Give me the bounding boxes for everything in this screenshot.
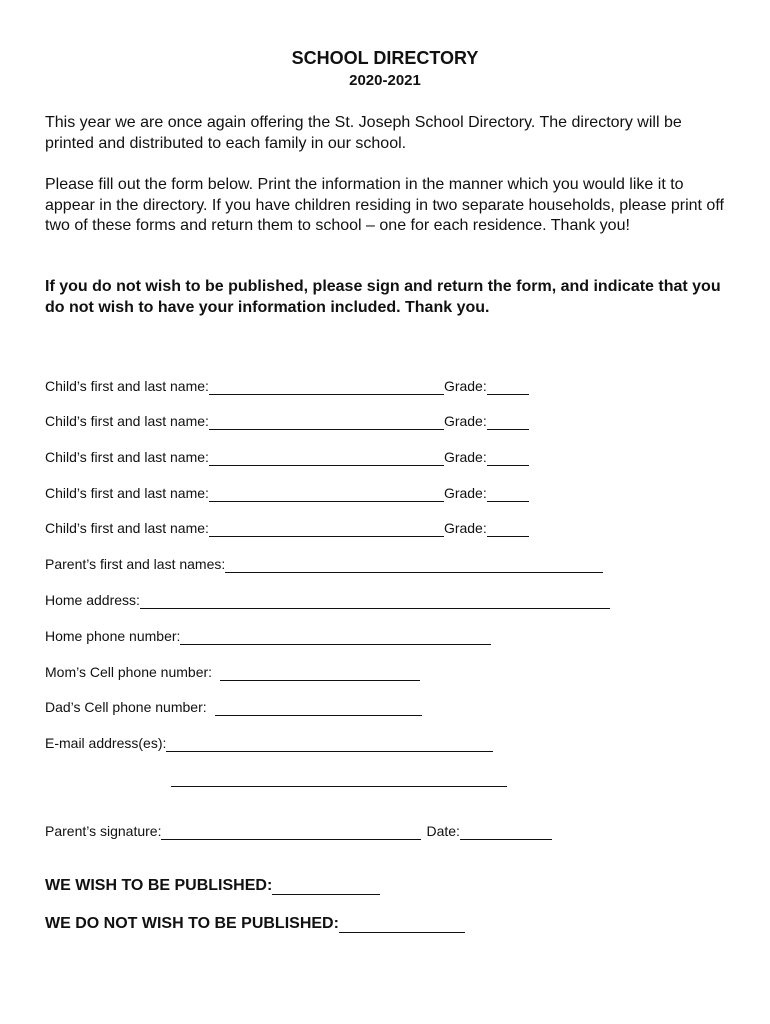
page-title: SCHOOL DIRECTORY <box>291 48 479 68</box>
home-address-label: Home address: <box>45 592 140 608</box>
child-name-field[interactable] <box>209 451 444 466</box>
child-name-field[interactable] <box>209 380 444 395</box>
grade-label: Grade: <box>443 520 487 536</box>
date-label: Date: <box>426 823 460 839</box>
child-name-label: Child’s first and last name: <box>45 378 209 394</box>
child-row-5 <box>45 519 529 537</box>
home-address-field[interactable] <box>140 594 610 609</box>
child-name-label: Child’s first and last name: <box>45 485 209 501</box>
publish-field[interactable] <box>272 878 380 895</box>
no-publish-field[interactable] <box>339 916 465 933</box>
email-row <box>45 734 493 752</box>
email-field-second-line[interactable] <box>171 772 507 787</box>
grade-label: Grade: <box>443 485 487 501</box>
grade-field[interactable] <box>487 451 529 466</box>
child-row-4 <box>45 484 529 502</box>
mom-cell-field[interactable] <box>220 666 420 681</box>
child-name-field[interactable] <box>209 522 444 537</box>
signature-label: Parent’s signature: <box>45 823 162 839</box>
no-publish-row <box>45 915 465 933</box>
child-row-3 <box>45 448 529 466</box>
parent-names-row <box>45 555 603 573</box>
grade-field[interactable] <box>487 415 529 430</box>
dad-cell-label: Dad’s Cell phone number: <box>45 699 207 715</box>
no-publish-label: WE DO NOT WISH TO BE PUBLISHED: <box>45 915 339 932</box>
parent-names-field[interactable] <box>225 558 603 573</box>
mom-cell-row <box>45 663 420 681</box>
date-field[interactable] <box>460 825 552 840</box>
grade-label: Grade: <box>443 413 487 429</box>
grade-label: Grade: <box>443 378 487 394</box>
home-phone-field[interactable] <box>180 630 491 645</box>
instructions-paragraph: Please fill out the form below. Print the information in the manner which you would like it to appear in the directory. If you have children residing in two separate households, please print off two of these forms and return them to school – one for each residence. Thank you! <box>45 176 724 234</box>
child-name-label: Child’s first and last name: <box>45 413 209 429</box>
intro-paragraph: This year we are once again offering the St. Joseph School Directory. The directory will be printed and distributed to each family in our school. <box>45 114 682 152</box>
signature-field[interactable] <box>161 825 421 840</box>
email-field[interactable] <box>166 737 493 752</box>
child-name-label: Child’s first and last name: <box>45 449 209 465</box>
publish-row <box>45 877 380 895</box>
grade-field[interactable] <box>487 380 529 395</box>
mom-cell-label: Mom’s Cell phone number: <box>45 664 213 680</box>
dad-cell-row <box>45 698 422 716</box>
email-label: E-mail address(es): <box>45 735 167 751</box>
publish-label: WE WISH TO BE PUBLISHED: <box>45 877 273 894</box>
signature-row <box>45 822 552 840</box>
child-name-label: Child’s first and last name: <box>45 520 209 536</box>
child-name-field[interactable] <box>209 487 444 502</box>
child-row-2 <box>45 412 529 430</box>
dad-cell-field[interactable] <box>215 701 422 716</box>
parent-names-label: Parent’s first and last names: <box>45 556 226 572</box>
grade-label: Grade: <box>443 449 487 465</box>
school-year: 2020-2021 <box>349 72 421 89</box>
opt-out-notice: If you do not wish to be published, please sign and return the form, and indicate that you do not wish to have your information included. Thank you. <box>45 278 721 316</box>
child-row-1 <box>45 377 529 395</box>
grade-field[interactable] <box>487 522 529 537</box>
grade-field[interactable] <box>487 487 529 502</box>
home-phone-label: Home phone number: <box>45 628 181 644</box>
home-phone-row <box>45 627 491 645</box>
home-address-row <box>45 591 610 609</box>
child-name-field[interactable] <box>209 415 444 430</box>
